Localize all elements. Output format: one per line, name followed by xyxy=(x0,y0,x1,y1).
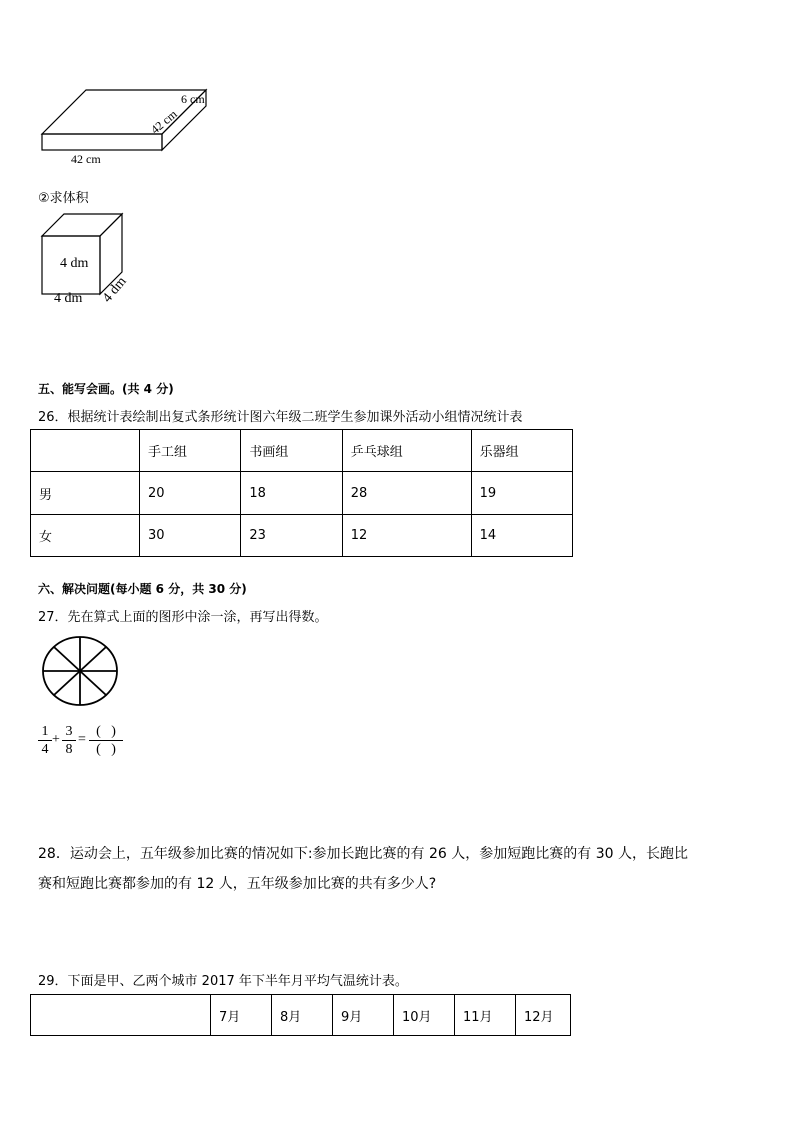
plus-sign: + xyxy=(52,732,60,747)
answer-numerator-blank[interactable]: ( ) xyxy=(89,723,123,741)
table-cell: 女 xyxy=(31,515,140,557)
table-cell: 男 xyxy=(31,472,140,515)
question-28-line-2: 赛和短跑比赛都参加的有 12 人，五年级参加比赛的共有多少人? xyxy=(38,876,437,892)
table-cell: 12 xyxy=(342,515,471,557)
table-cell: 14 xyxy=(471,515,572,557)
width-label: 42 cm xyxy=(71,152,101,166)
section-5-title: 五、能写会画。(共 4 分) xyxy=(38,382,174,396)
table-cell: 9月 xyxy=(333,995,394,1036)
depth-label: 42 cm xyxy=(148,106,180,137)
denominator: 8 xyxy=(65,742,73,757)
table-cell: 28 xyxy=(342,472,471,515)
table-header-row xyxy=(31,430,573,472)
cube-depth-label: 4 dm xyxy=(100,274,130,306)
table-cell: 书画组 xyxy=(241,430,342,472)
fraction-three-eighths xyxy=(62,723,76,758)
table-cell: 19 xyxy=(471,472,572,515)
table-cell: 手工组 xyxy=(140,430,241,472)
equals-sign: = xyxy=(78,732,86,747)
table-cell: 18 xyxy=(241,472,342,515)
cube-height-label: 4 dm xyxy=(60,256,89,271)
divided-circle-figure xyxy=(40,634,122,710)
table-cell: 11月 xyxy=(455,995,516,1036)
activity-stats-table xyxy=(30,429,573,557)
table-cell: 7月 xyxy=(211,995,272,1036)
table-cell xyxy=(31,995,211,1036)
table-cell: 12月 xyxy=(516,995,571,1036)
numerator: 3 xyxy=(62,723,76,741)
height-label: 6 cm xyxy=(181,92,205,106)
fraction-one-fourth xyxy=(38,723,52,758)
question-28-line-1: 28．运动会上，五年级参加比赛的情况如下:参加长跑比赛的有 26 人，参加短跑比赛的有 30 人，长跑比 xyxy=(38,846,688,862)
table-row xyxy=(31,515,573,557)
table-cell xyxy=(31,430,140,472)
answer-fraction[interactable] xyxy=(89,723,123,758)
answer-denominator-blank[interactable]: ( ) xyxy=(96,742,116,757)
table-cell: 30 xyxy=(140,515,241,557)
table-cell: 乒乓球组 xyxy=(342,430,471,472)
table-row xyxy=(31,472,573,515)
question-26-text: 26．根据统计表绘制出复式条形统计图六年级二班学生参加课外活动小组情况统计表 xyxy=(38,410,523,425)
table-cell: 23 xyxy=(241,515,342,557)
table-cell: 乐器组 xyxy=(471,430,572,472)
cube-width-label: 4 dm xyxy=(54,291,83,306)
question-27-text: 27．先在算式上面的图形中涂一涂，再写出得数。 xyxy=(38,610,328,625)
section-6-title: 六、解决问题(每小题 6 分，共 30 分) xyxy=(38,582,247,596)
table-cell: 10月 xyxy=(394,995,455,1036)
question-29-text: 29．下面是甲、乙两个城市 2017 年下半年月平均气温统计表。 xyxy=(38,974,408,989)
numerator: 1 xyxy=(38,723,52,741)
denominator: 4 xyxy=(41,742,49,757)
temperature-table xyxy=(30,994,571,1036)
table-cell: 20 xyxy=(140,472,241,515)
table-cell: 8月 xyxy=(272,995,333,1036)
table-header-row xyxy=(31,995,571,1036)
part2-label: ②求体积 xyxy=(38,191,89,206)
